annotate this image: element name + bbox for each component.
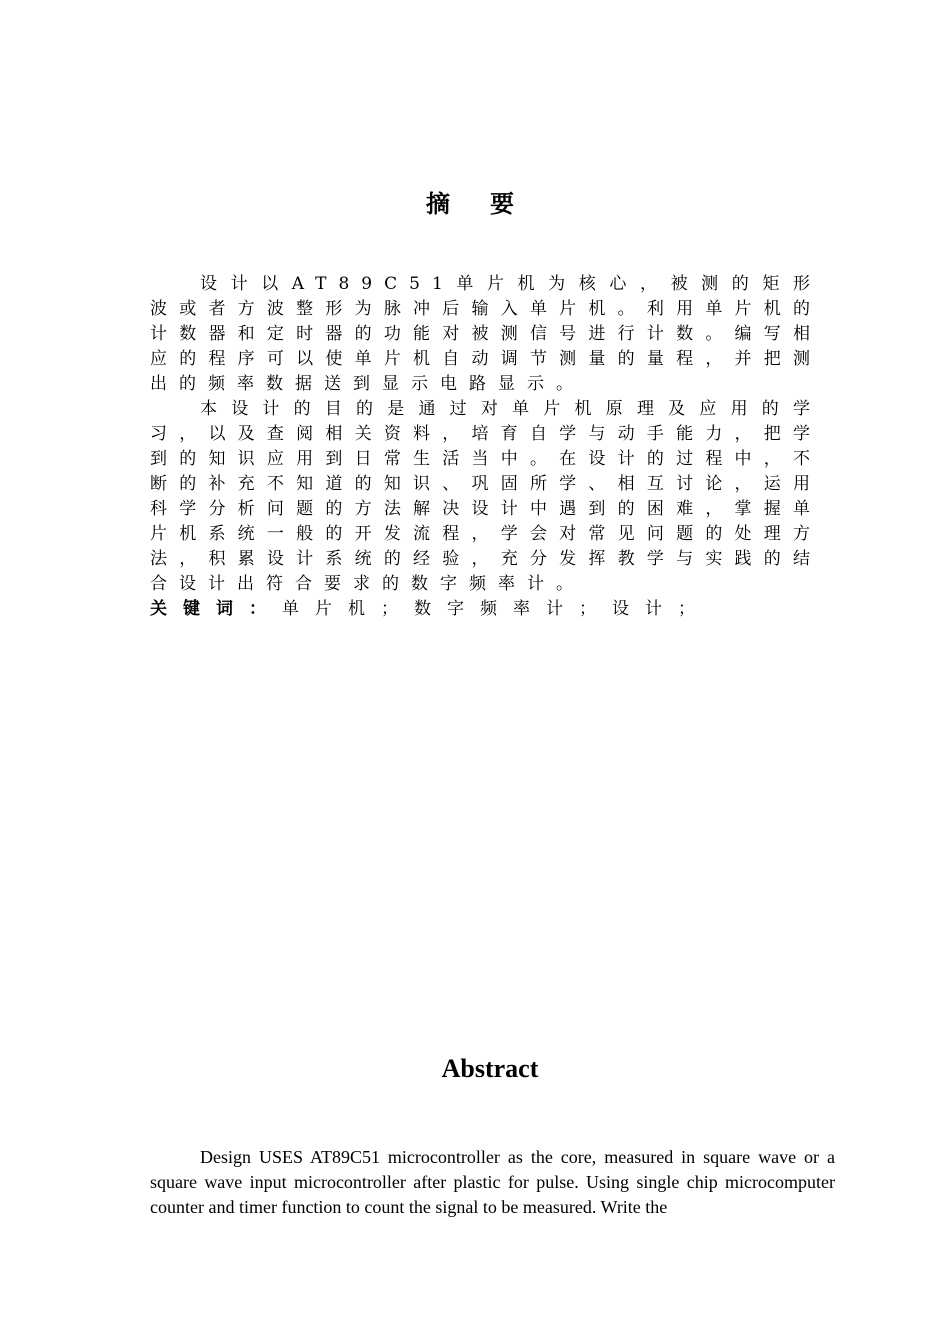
keywords-label: 关键词： [150, 599, 282, 619]
keywords-line [150, 597, 822, 622]
chinese-abstract-paragraph-2: 本设计的目的是通过对单片机原理及应用的学习，以及查阅相关资料，培育自学与动手能力，把学到的知识应用到日常生活当中。在设计的过程中，不断的补充不知道的知识、巩固所学、相互讨论，运用科学分析问题的方法解决设计中遇到的困难，掌握单片机系统一般的开发流程，学会对常见问题的处理方法，积累设计系统的经验，充分发挥教学与实践的结合设计出符合要求的数字频率计。 [150, 399, 822, 594]
keywords-value: 单片机；数字频率计；设计； [282, 599, 711, 619]
english-abstract-title: Abstract [441, 1054, 539, 1083]
chinese-abstract-title: 摘要 [426, 190, 554, 218]
english-abstract-paragraph-1: Design USES AT89C51 microcontroller as the core, measured in square wave or a square wave input microcontroller after plastic for pulse. Using single chip microcomputer counter and timer function to count the signal to be measured. Write the [150, 1147, 835, 1217]
chinese-abstract-body [150, 272, 822, 622]
chinese-abstract-paragraph-1: 设计以AT89C51单片机为核心，被测的矩形波或者方波整形为脉冲后输入单片机。利用单片机的计数器和定时器的功能对被测信号进行计数。编写相应的程序可以使单片机自动调节测量的量程，并把测出的频率数据送到显示电路显示。 [150, 274, 822, 394]
english-abstract-body [150, 1145, 835, 1220]
